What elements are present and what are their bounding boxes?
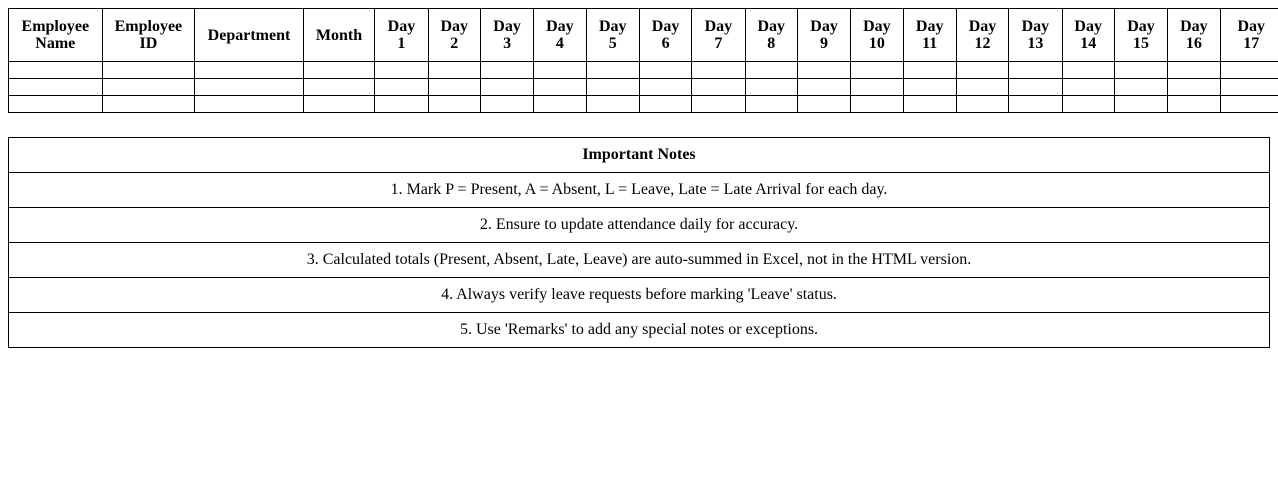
column-header-line2: 15	[1133, 35, 1150, 52]
column-header	[102, 9, 195, 62]
column-header-line1: Day	[757, 18, 785, 35]
attendance-cell[interactable]	[9, 96, 103, 113]
attendance-cell[interactable]	[903, 79, 956, 96]
attendance-cell[interactable]	[797, 62, 850, 79]
column-header	[797, 9, 850, 62]
attendance-cell[interactable]	[956, 62, 1008, 79]
attendance-cell[interactable]	[1062, 62, 1114, 79]
attendance-cell[interactable]	[745, 96, 797, 113]
attendance-cell[interactable]	[1220, 79, 1278, 96]
note-row	[9, 313, 1270, 348]
attendance-cell[interactable]	[303, 62, 374, 79]
attendance-cell[interactable]	[1168, 62, 1220, 79]
column-header	[851, 9, 903, 62]
column-header-line1: Day	[968, 18, 997, 35]
column-header-line2: 11	[922, 35, 938, 52]
attendance-cell[interactable]	[1009, 96, 1062, 113]
column-header	[1062, 9, 1114, 62]
column-header-line1: Day	[440, 18, 469, 35]
column-header-line1: Day	[704, 18, 733, 35]
note-item: 3. Calculated totals (Present, Absent, Late, Leave) are auto-summed in Excel, not in the HTML version.	[9, 243, 1270, 278]
attendance-cell[interactable]	[797, 96, 850, 113]
attendance-cell[interactable]	[1114, 79, 1167, 96]
attendance-cell[interactable]	[586, 79, 639, 96]
attendance-cell[interactable]	[851, 62, 903, 79]
column-header-line2: Name	[35, 35, 76, 52]
column-header	[586, 9, 639, 62]
column-header-line1: Day	[1021, 18, 1050, 35]
column-header-line1: Employee	[114, 18, 183, 35]
attendance-cell[interactable]	[1168, 96, 1220, 113]
notes-body	[9, 173, 1270, 348]
notes-title-row	[9, 138, 1270, 173]
attendance-cell[interactable]	[1220, 62, 1278, 79]
note-item: 5. Use 'Remarks' to add any special notes or exceptions.	[9, 313, 1270, 348]
column-header-line2: 8	[767, 35, 776, 52]
column-header-line1: Day	[810, 18, 838, 35]
column-header-line1: Day	[1074, 18, 1102, 35]
column-header	[1168, 9, 1220, 62]
attendance-cell[interactable]	[639, 79, 691, 96]
column-header-line1: Employee	[21, 18, 90, 35]
note-item: 4. Always verify leave requests before marking 'Leave' status.	[9, 278, 1270, 313]
attendance-cell[interactable]	[586, 96, 639, 113]
attendance-cell[interactable]	[428, 62, 480, 79]
attendance-cell[interactable]	[1168, 79, 1220, 96]
attendance-cell[interactable]	[375, 96, 428, 113]
note-row	[9, 278, 1270, 313]
note-item: 2. Ensure to update attendance daily for accuracy.	[9, 208, 1270, 243]
column-header-line1: Day	[915, 18, 944, 35]
attendance-cell[interactable]	[745, 79, 797, 96]
attendance-cell[interactable]	[102, 62, 195, 79]
attendance-cell[interactable]	[639, 96, 691, 113]
column-header-line2: 3	[503, 35, 512, 52]
attendance-cell[interactable]	[956, 79, 1008, 96]
column-header-line2: 5	[608, 35, 617, 52]
note-item: 1. Mark P = Present, A = Absent, L = Leave, Late = Late Arrival for each day.	[9, 173, 1270, 208]
table-row	[9, 96, 1278, 113]
attendance-cell[interactable]	[195, 96, 304, 113]
column-header	[639, 9, 691, 62]
attendance-cell[interactable]	[303, 96, 374, 113]
attendance-cell[interactable]	[586, 62, 639, 79]
column-header-line2: ID	[139, 35, 158, 52]
attendance-cell[interactable]	[102, 79, 195, 96]
column-header-line1: Department	[207, 26, 291, 44]
column-header	[480, 9, 533, 62]
attendance-cell[interactable]	[9, 79, 103, 96]
column-header-line2: 2	[450, 35, 459, 52]
attendance-cell[interactable]	[1062, 79, 1114, 96]
attendance-cell[interactable]	[1114, 62, 1167, 79]
column-header-line1: Day	[1127, 18, 1155, 35]
column-header	[428, 9, 480, 62]
column-header-line2: 1	[397, 35, 406, 52]
notes-title: Important Notes	[9, 138, 1270, 173]
column-header	[692, 9, 745, 62]
attendance-cell[interactable]	[534, 79, 586, 96]
attendance-cell[interactable]	[303, 79, 374, 96]
attendance-cell[interactable]	[480, 79, 533, 96]
column-header	[375, 9, 428, 62]
attendance-cell[interactable]	[375, 79, 428, 96]
column-header-line1: Day	[546, 18, 574, 35]
attendance-cell[interactable]	[102, 96, 195, 113]
column-header-line1: Month	[315, 26, 363, 44]
attendance-cell[interactable]	[1009, 62, 1062, 79]
column-header	[956, 9, 1008, 62]
column-header-line2: 4	[555, 35, 564, 52]
attendance-cell[interactable]	[428, 79, 480, 96]
column-header	[1009, 9, 1062, 62]
column-header-line1: Day	[1180, 18, 1208, 35]
column-header-line2: 17	[1243, 35, 1260, 52]
column-header-line1: Day	[1237, 18, 1266, 35]
attendance-body	[9, 62, 1278, 113]
attendance-cell[interactable]	[428, 96, 480, 113]
attendance-cell[interactable]	[745, 62, 797, 79]
column-header-line2: 6	[661, 35, 670, 52]
attendance-header-row	[9, 9, 1278, 62]
attendance-cell[interactable]	[956, 96, 1008, 113]
column-header-line1: Day	[598, 18, 627, 35]
column-header-line2: 16	[1185, 35, 1202, 52]
column-header-line1: Day	[651, 18, 680, 35]
attendance-cell[interactable]	[851, 96, 903, 113]
attendance-cell[interactable]	[1220, 96, 1278, 113]
attendance-cell[interactable]	[1114, 96, 1167, 113]
attendance-cell[interactable]	[797, 79, 850, 96]
attendance-cell[interactable]	[534, 62, 586, 79]
table-row	[9, 79, 1278, 96]
note-row	[9, 173, 1270, 208]
attendance-cell[interactable]	[195, 79, 304, 96]
column-header-line2: 7	[714, 35, 723, 52]
column-header	[903, 9, 956, 62]
column-header-line1: Day	[387, 18, 416, 35]
column-header-line2: 9	[820, 35, 829, 52]
attendance-cell[interactable]	[692, 62, 745, 79]
column-header-line2: 10	[868, 35, 885, 52]
column-header-line2: 12	[974, 35, 991, 52]
attendance-table	[8, 8, 1278, 113]
attendance-cell[interactable]	[480, 62, 533, 79]
attendance-table-viewport	[8, 8, 1278, 113]
attendance-cell[interactable]	[692, 96, 745, 113]
attendance-cell[interactable]	[375, 62, 428, 79]
column-header	[1220, 9, 1278, 62]
column-header	[9, 9, 103, 62]
attendance-cell[interactable]	[195, 62, 304, 79]
column-header-line1: Day	[863, 18, 891, 35]
attendance-cell[interactable]	[639, 62, 691, 79]
important-notes-table	[8, 137, 1270, 348]
column-header	[303, 9, 374, 62]
attendance-cell[interactable]	[480, 96, 533, 113]
attendance-cell[interactable]	[903, 96, 956, 113]
attendance-cell[interactable]	[9, 62, 103, 79]
attendance-cell[interactable]	[692, 79, 745, 96]
table-row	[9, 62, 1278, 79]
attendance-cell[interactable]	[1062, 96, 1114, 113]
attendance-cell[interactable]	[903, 62, 956, 79]
column-header-line1: Day	[493, 18, 521, 35]
column-header	[195, 9, 304, 62]
column-header-line2: 13	[1027, 35, 1044, 52]
note-row	[9, 208, 1270, 243]
column-header	[1114, 9, 1167, 62]
column-header	[745, 9, 797, 62]
attendance-cell[interactable]	[851, 79, 903, 96]
attendance-cell[interactable]	[534, 96, 586, 113]
note-row	[9, 243, 1270, 278]
column-header-line2: 14	[1080, 35, 1097, 52]
column-header	[534, 9, 586, 62]
attendance-cell[interactable]	[1009, 79, 1062, 96]
